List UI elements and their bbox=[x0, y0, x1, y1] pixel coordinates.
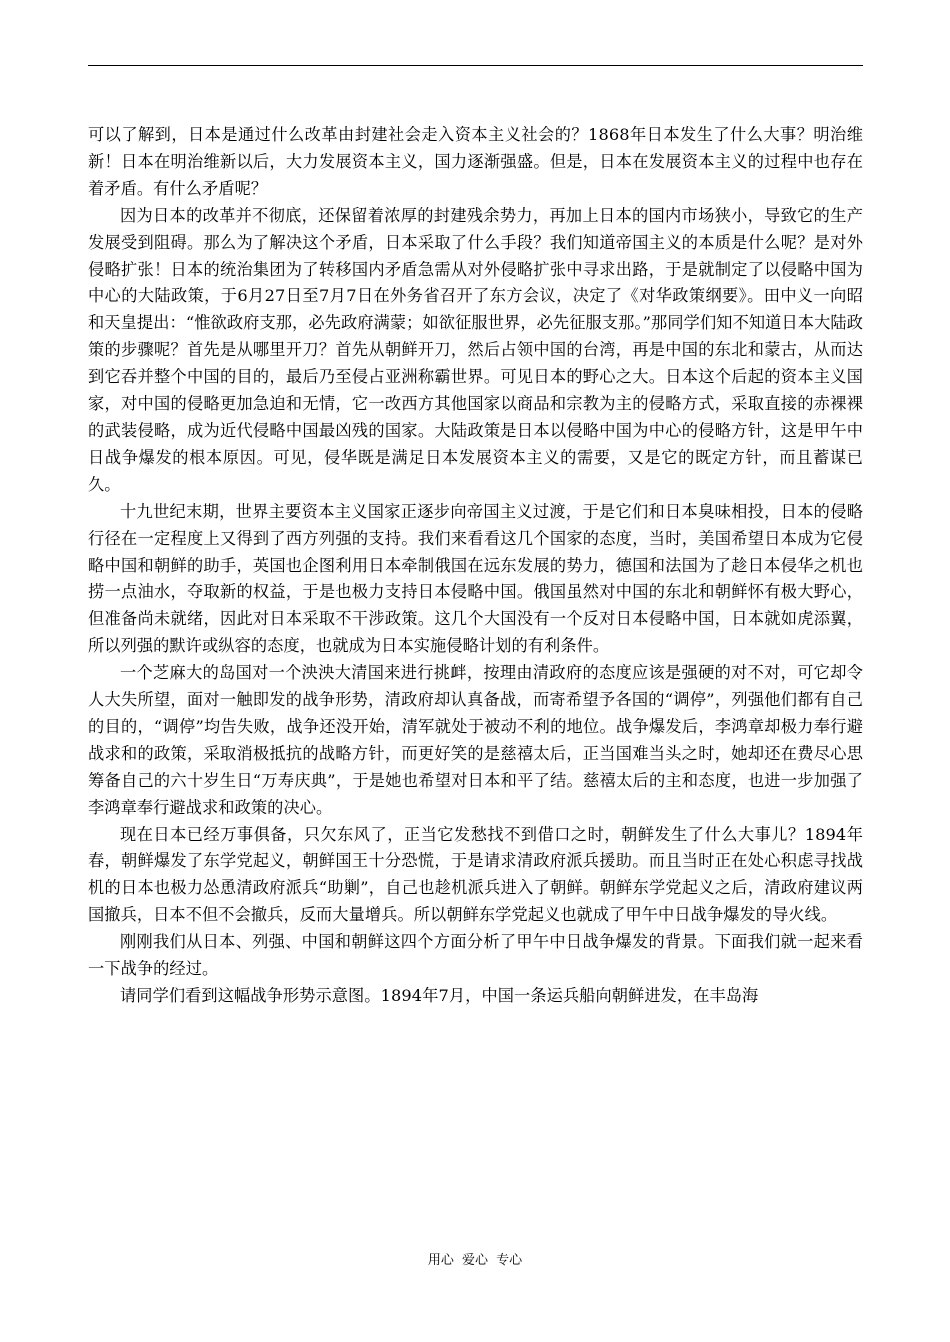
paragraph: 十九世纪末期，世界主要资本主义国家正逐步向帝国主义过渡，于是它们和日本臭味相投，日本的侵略行径在一定程度上又得到了西方列强的支持。我们来看看这几个国家的态度，当时，美国希望日本成为它侵略中国和朝鲜的助手，英国也企图利用日本牵制俄国在远东发展的势力，德国和法国为了趁日本侵华之机也捞一点油水，夺取新的权益，于是也极力支持日本侵略中国。俄国虽然对中国的东北和朝鲜怀有极大野心，但准备尚未就绪，因此对日本采取不干涉政策。这几个大国没有一个反对日本侵略中国，日本就如虎添翼，所以列强的默许或纵容的态度，也就成为日本实施侵略计划的有利条件。 bbox=[88, 501, 863, 656]
paragraph: 一个芝麻大的岛国对一个泱泱大清国来进行挑衅，按理由清政府的态度应该是强硬的对不对，可它却令人大失所望，面对一触即发的战争形势，清政府却认真备战，而寄希望予各国的“调停”，列强他们都有自己的目的，“调停”均告失败，战争还没开始，清军就处于被动不利的地位。战争爆发后，李鸿章却极力奉行避战求和的政策，采取消极抵抗的战略方针，而更好笑的是慈禧太后，正当国难当头之时，她却还在费尽心思筹备自己的六十岁生日“万寿庆典”，于是她也希望对日本和平了结。慈禧太后的主和态度，也进一步加强了李鸿章奉行避战求和政策的决心。 bbox=[88, 663, 863, 817]
page-footer: 用心 爱心 专心 bbox=[427, 1253, 523, 1268]
paragraph: 现在日本已经万事俱备，只欠东风了，正当它发愁找不到借口之时，朝鲜发生了什么大事儿？1894年春，朝鲜爆发了东学党起义，朝鲜国王十分恐慌，于是请求清政府派兵援助。而且当时正在处心积虑寻找战机的日本也极力怂恿清政府派兵“助剿”，自己也趁机派兵进入了朝鲜。朝鲜东学党起义之后，清政府建议两国撤兵，日本不但不会撤兵，反而大量增兵。所以朝鲜东学党起义也就成了甲午中日战争爆发的导火线。 bbox=[88, 824, 863, 925]
paragraph: 刚刚我们从日本、列强、中国和朝鲜这四个方面分析了甲午中日战争爆发的背景。下面我们就一起来看一下战争的经过。 bbox=[88, 932, 863, 979]
body-text bbox=[88, 122, 863, 1010]
paragraph: 因为日本的改革并不彻底，还保留着浓厚的封建残余势力，再加上日本的国内市场狭小，导致它的生产发展受到阻碍。那么为了解决这个矛盾，日本采取了什么手段？我们知道帝国主义的本质是什么呢？是对外侵略扩张！日本的统治集团为了转移国内矛盾急需从对外侵略扩张中寻求出路，于是就制定了以侵略中国为中心的大陆政策，于6月27日至7月7日在外务省召开了东方会议，决定了《对华政策纲要》。田中义一向昭和天皇提出：“惟欲政府支那，必先政府满蒙；如欲征服世界，必先征服支那。”那同学们知不知道日本大陆政策的步骤呢？首先是从哪里开刀？首先从朝鲜开刀，然后占领中国的台湾，再是中国的东北和蒙古，从而达到它吞并整个中国的目的，最后乃至侵占亚洲称霸世界。可见日本的野心之大。日本这个后起的资本主义国家，对中国的侵略更加急迫和无情，它一改西方其他国家以商品和宗教为主的侵略方式，采取直接的赤裸裸的武装侵略，成为近代侵略中国最凶残的国家。大陆政策是日本以侵略中国为中心的侵略方针，这是甲午中日战争爆发的根本原因。可见，侵华既是满足日本发展资本主义的需要，又是它的既定方针，而且蓄谋已久。 bbox=[88, 205, 863, 494]
header-rule bbox=[88, 65, 863, 66]
paragraph: 请同学们看到这幅战争形势示意图。1894年7月，中国一条运兵船向朝鲜进发，在丰岛海 bbox=[120, 986, 759, 1005]
paragraph: 可以了解到，日本是通过什么改革由封建社会走入资本主义社会的？1868年日本发生了什么大事？明治维新！日本在明治维新以后，大力发展资本主义，国力逐渐强盛。但是，日本在发展资本主义的过程中也存在着矛盾。有什么矛盾呢？ bbox=[88, 125, 863, 198]
